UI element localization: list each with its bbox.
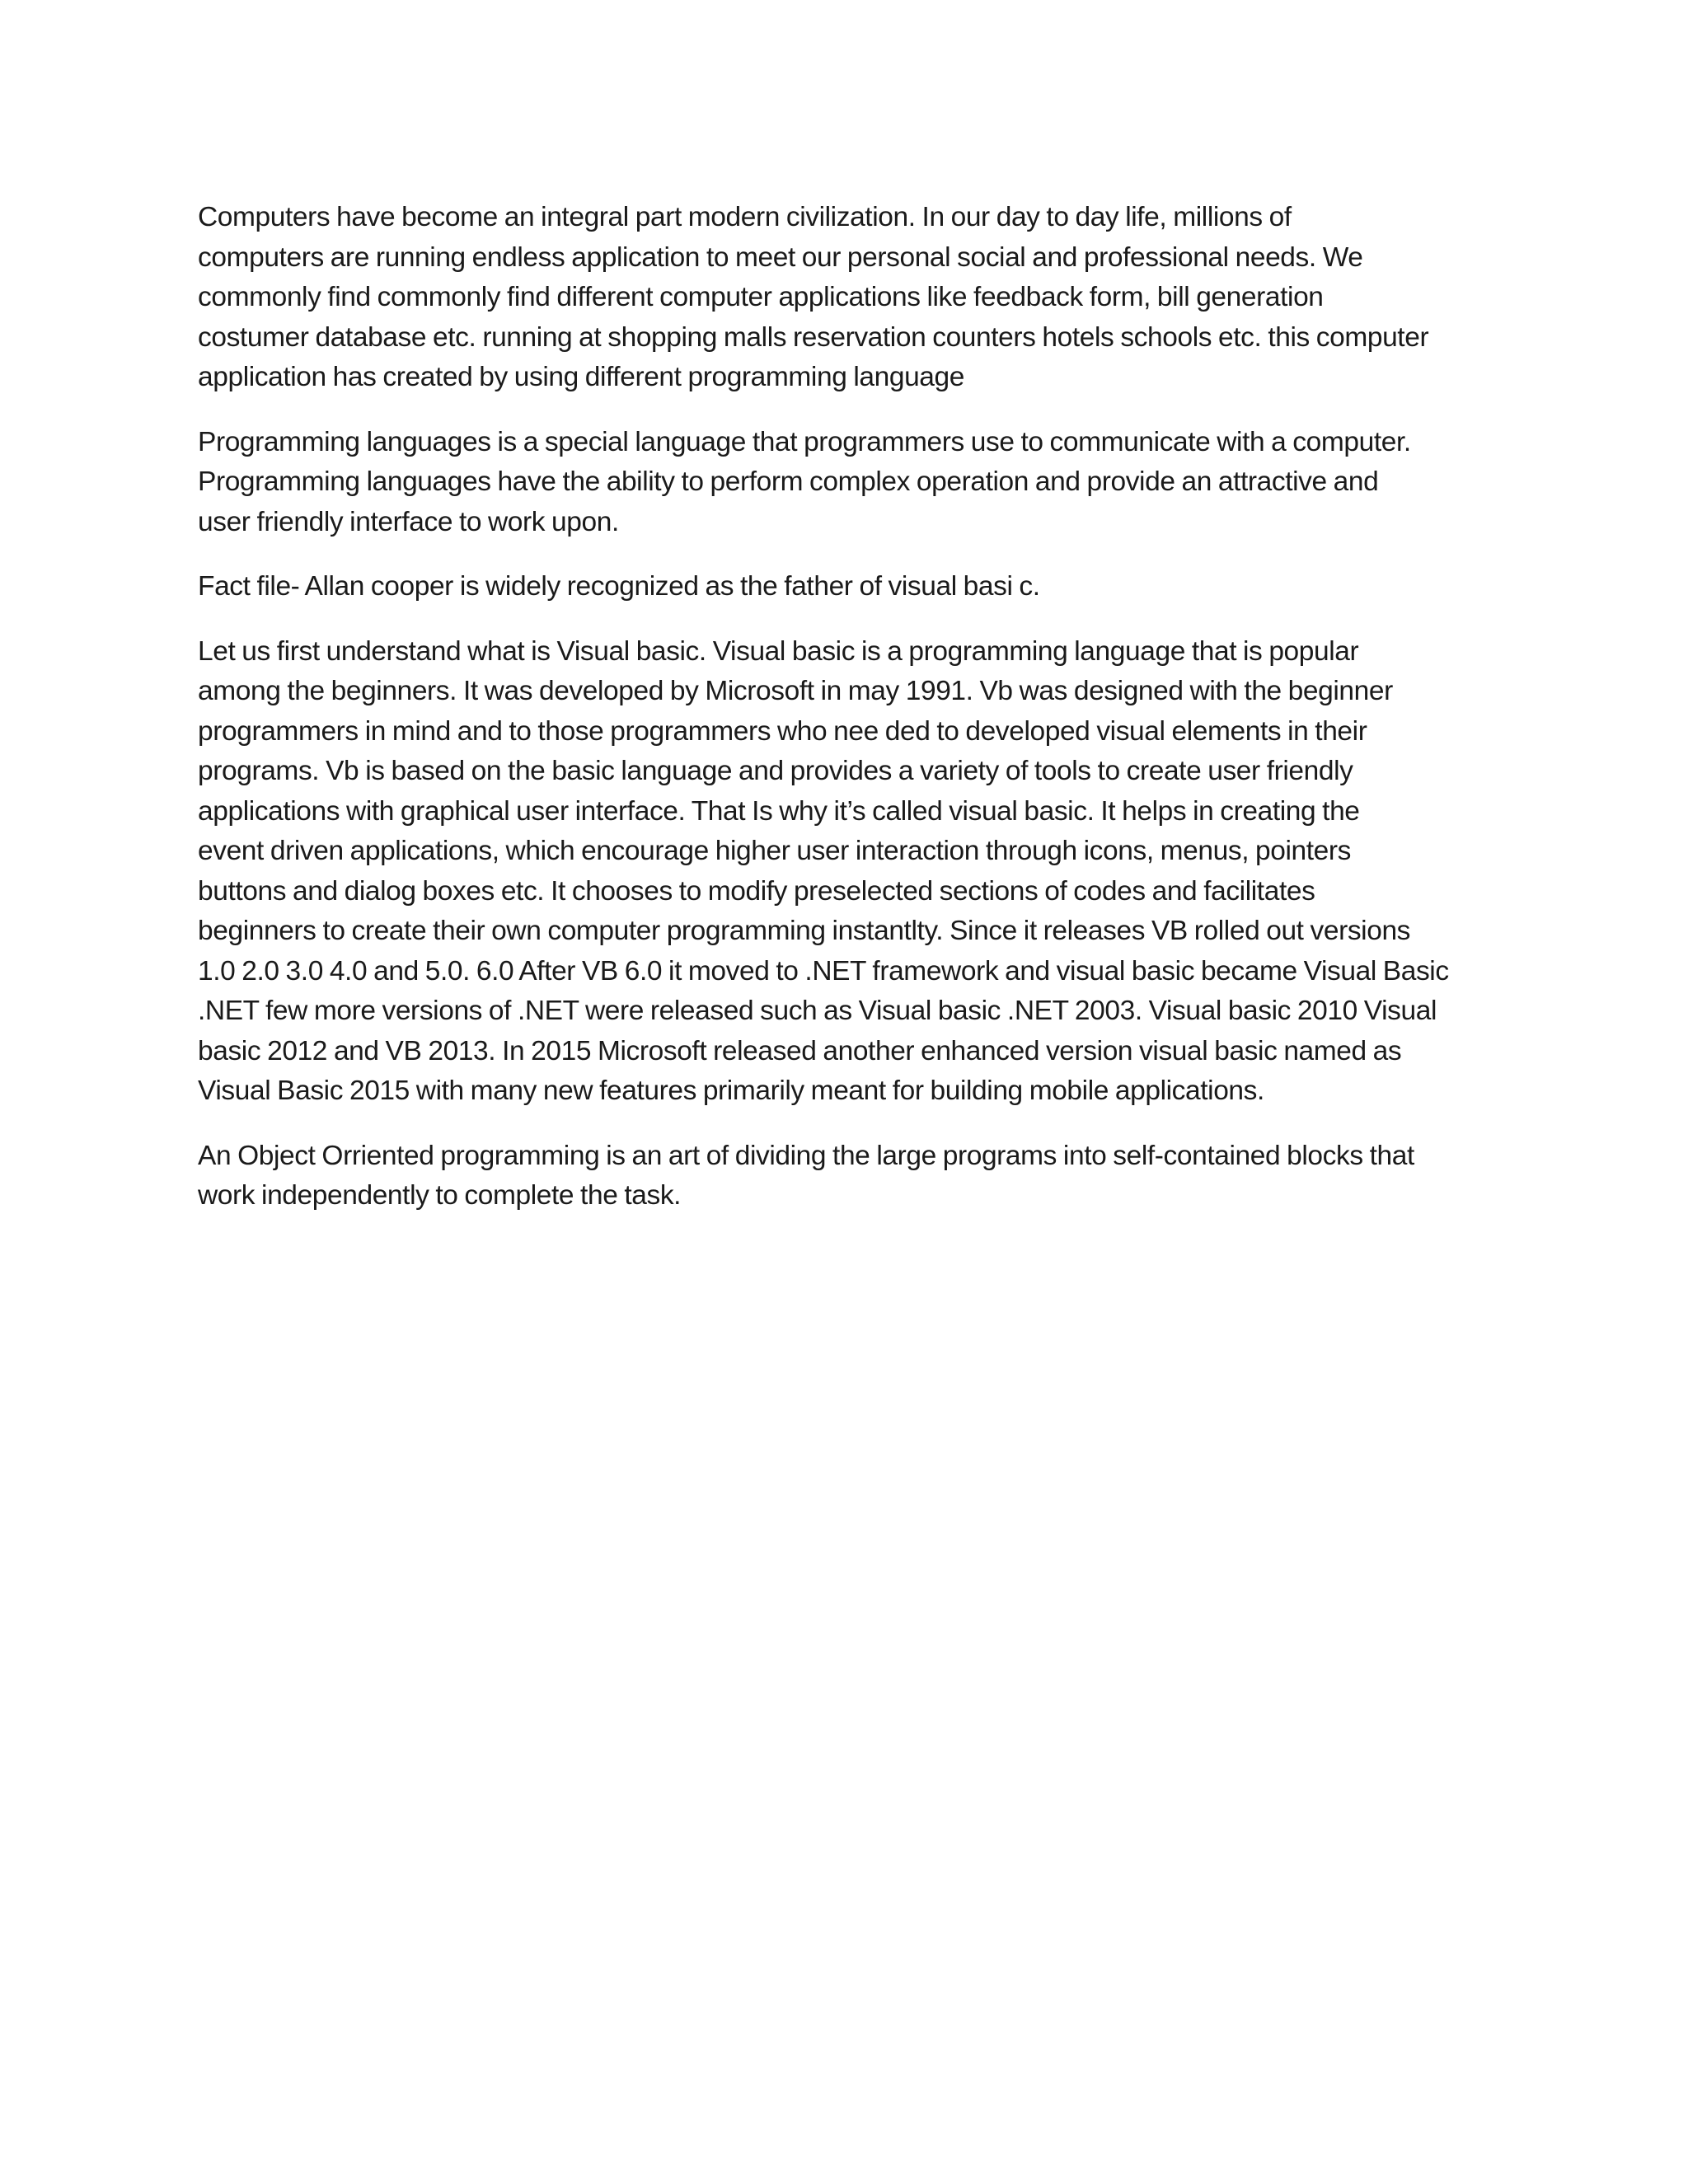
- text-line: computers are running endless application to meet our personal social and professional needs. We: [198, 241, 1363, 273]
- paragraph-computers-intro: [198, 198, 1500, 398]
- document-body: [198, 198, 1500, 1241]
- text-line: work independently to complete the task.: [198, 1180, 682, 1211]
- text-line: Programming languages is a special language that programmers use to communicate with a computer.: [198, 426, 1411, 457]
- text-line: costumer database etc. running at shopping malls reservation counters hotels schools etc. this computer: [198, 321, 1429, 353]
- text-line: beginners to create their own computer programming instantlty. Since it releases VB rolled out versions: [198, 916, 1411, 946]
- text-line: Visual Basic 2015 with many new features primarily meant for building mobile applications.: [198, 1076, 1264, 1106]
- text-line: Computers have become an integral part modern civilization. In our day to day life, millions of: [198, 202, 1292, 232]
- text-line: among the beginners. It was developed by Microsoft in may 1991. Vb was designed with the beginner: [198, 676, 1393, 706]
- text-line: 1.0 2.0 3.0 4.0 and 5.0. 6.0 After VB 6.0 it moved to .NET framework and visual basic became Visual Basic: [198, 955, 1449, 987]
- text-line: event driven applications, which encourage higher user interaction through icons, menus, pointers: [198, 836, 1351, 866]
- text-line: .NET few more versions of .NET were released such as Visual basic .NET 2003. Visual basic 2010 Visual: [198, 996, 1437, 1026]
- text-line: Fact file- Allan cooper is widely recognized as the father of visual basi c.: [198, 571, 1040, 602]
- text-line: Programming languages have the ability to perform complex operation and provide an attractive and: [198, 466, 1379, 497]
- text-line: Let us first understand what is Visual basic. Visual basic is a programming language that is popular: [198, 635, 1359, 667]
- paragraph-fact-file: [198, 567, 1500, 607]
- text-line: programs. Vb is based on the basic language and provides a variety of tools to create user friendly: [198, 756, 1353, 786]
- text-line: An Object Orriented programming is an art of dividing the large programs into self-contained blocks that: [198, 1140, 1414, 1171]
- paragraph-visual-basic: [198, 632, 1500, 1112]
- text-line: applications with graphical user interface. That Is why it’s called visual basic. It helps in creating the: [198, 795, 1360, 827]
- text-line: commonly find commonly find different computer applications like feedback form, bill generation: [198, 282, 1324, 312]
- text-line: application has created by using different programming language: [198, 362, 964, 392]
- paragraph-programming-languages: [198, 423, 1500, 543]
- text-line: buttons and dialog boxes etc. It chooses to modify preselected sections of codes and facilitates: [198, 875, 1315, 907]
- text-line: programmers in mind and to those programmers who nee ded to developed visual elements in their: [198, 715, 1367, 747]
- text-line: basic 2012 and VB 2013. In 2015 Microsoft released another enhanced version visual basic named as: [198, 1035, 1402, 1066]
- paragraph-object-oriented: [198, 1137, 1500, 1216]
- text-line: user friendly interface to work upon.: [198, 506, 619, 537]
